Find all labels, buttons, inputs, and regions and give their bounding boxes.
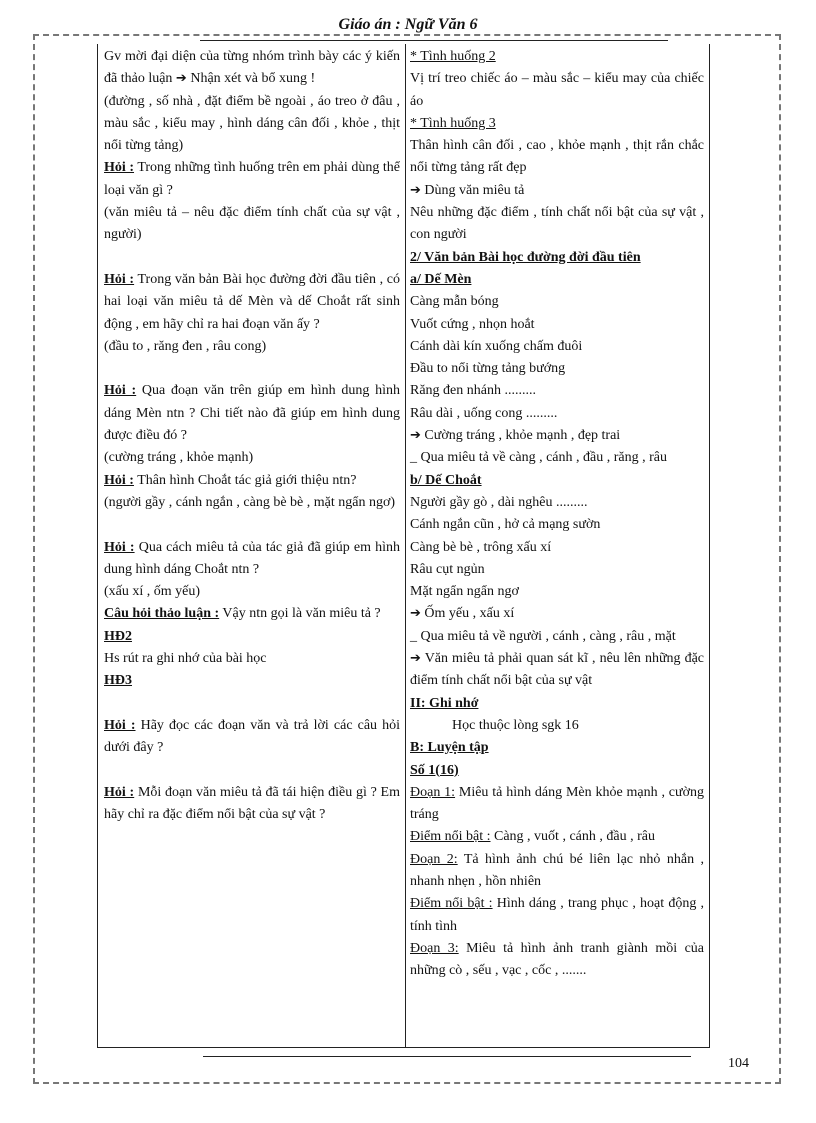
choat-summary: ➔ Ốm yếu , xấu xí — [410, 606, 515, 622]
question-3: Hỏi : Qua đoạn văn trên giúp em hình dung hình dáng Mèn ntn ? Chi tiết nào đã giúp em hình dung được điều đó ? — [104, 383, 400, 444]
answer-4: (người gầy , cánh ngắn , càng bè bè , mặt ngẩn ngơ) — [104, 494, 396, 510]
passage-1: Đoạn 1: Miêu tả hình dáng Mèn khỏe mạnh , cường tráng — [410, 784, 704, 823]
situation-2-heading: * Tình huống 2 — [410, 49, 496, 64]
situation-2-text: Vị trí treo chiếc áo – màu sắc – kiểu may của chiếc áo — [410, 71, 704, 109]
section-b-heading: b/ Dế Choắt — [410, 472, 482, 488]
discussion-question: Câu hỏi thảo luận : Vậy ntn gọi là văn miêu tả ? — [104, 606, 381, 622]
men-description: _ Qua miêu tả về càng , cánh , đầu , răng , râu — [410, 450, 667, 466]
choat-detail: Mặt ngẩn ngẩn ngơ — [410, 584, 519, 600]
activity-2-text: Hs rút ra ghi nhớ của bài học — [104, 651, 267, 667]
right-arrow-icon: ➔ — [410, 182, 421, 198]
footer-rule — [203, 1056, 691, 1057]
conclusion-line: ➔ Dùng văn miêu tả — [410, 182, 525, 198]
men-detail: Đầu to nổi từng tảng bướng — [410, 361, 566, 377]
passage-3: Đoạn 3: Miêu tả hình ảnh tranh giành mồi của những cò , sếu , vạc , cốc , ....... — [410, 940, 704, 979]
answer-1: (văn miêu tả – nêu đặc điểm tính chất của sự vật , người) — [104, 205, 400, 243]
question-2: Hỏi : Trong văn bản Bài học đường đời đầu tiên , có hai loại văn miêu tả dế Mèn và dế Choắt rất sinh động , em hãy chỉ ra hai đoạn văn ấy ? — [104, 271, 400, 332]
memo-heading: II: Ghi nhớ — [410, 695, 479, 711]
passage-2: Đoạn 2: Tả hình ảnh chú bé liên lạc nhỏ nhắn , nhanh nhẹn , hồn nhiên — [410, 851, 705, 889]
activity-2-heading: HĐ2 — [104, 628, 132, 644]
column-divider — [405, 44, 406, 1048]
page-header: Giáo án : Ngữ Văn 6 — [338, 16, 478, 33]
highlight-1: Điểm nổi bật : Càng , vuốt , cánh , đầu , râu — [410, 829, 655, 845]
choat-detail: Càng bè bè , trông xấu xí — [410, 539, 552, 555]
conclusion-note: ➔ Văn miêu tả phải quan sát kĩ , nêu lên những đặc điểm tính chất nổi bật của sự vật — [410, 651, 705, 689]
left-column — [104, 46, 400, 826]
right-column — [410, 46, 704, 982]
question-8: Hỏi : Mỗi đoạn văn miêu tả đã tái hiện điều gì ? Em hãy chỉ ra đặc điểm nổi bật của sự vật ? — [104, 784, 400, 823]
conclusion-text: Nêu những đặc điểm , tính chất nổi bật của sự vật , con người — [410, 205, 704, 243]
right-arrow-icon: ➔ — [410, 606, 421, 622]
choat-detail: Người gầy gò , dài nghêu ......... — [410, 494, 588, 510]
situation-3-text: Thân hình cân đối , cao , khỏe mạnh , thịt rắn chắc nổi từng tảng rất đẹp — [410, 138, 704, 176]
question-4: Hỏi : Thân hình Choắt tác giả giới thiệu ntn? — [104, 472, 357, 488]
highlight-2: Điểm nổi bật : Hình dáng , trang phục , hoạt động , tính tình — [410, 896, 704, 934]
choat-description: _ Qua miêu tả về người , cánh , càng , râu , mặt — [410, 628, 676, 644]
right-arrow-icon: ➔ — [175, 71, 187, 87]
practice-heading: B: Luyện tập — [410, 740, 489, 756]
answer-3: (cường tráng , khỏe mạnh) — [104, 450, 254, 466]
situation-3-heading: * Tình huống 3 — [410, 115, 496, 131]
men-summary: ➔ Cường tráng , khỏe mạnh , đẹp trai — [410, 428, 621, 444]
question-1: Hỏi : Trong những tình huống trên em phải dùng thể loại văn gì ? — [104, 160, 400, 198]
choat-detail: Cánh ngắn cũn , hở cả mạng sườn — [410, 517, 601, 533]
answer-5: (xấu xí , ốm yếu) — [104, 584, 201, 600]
men-detail: Cánh dài kín xuống chấm đuôi — [410, 338, 583, 354]
answer-2: (đầu to , răng đen , râu cong) — [104, 338, 267, 354]
question-7: Hỏi : Hãy đọc các đoạn văn và trả lời các câu hỏi dưới đây ? — [104, 717, 400, 756]
answer-text: (đường , số nhà , đặt điểm bề ngoài , áo treo ở đâu , màu sắc , kiểu may , hình dáng cân đối , khỏe , thịt nổi từng tảng) — [104, 93, 400, 154]
men-detail: Răng đen nhánh ......... — [410, 383, 536, 399]
choat-detail: Râu cụt ngủn — [410, 561, 485, 577]
right-arrow-icon: ➔ — [410, 428, 421, 444]
men-detail: Râu dài , uống cong ......... — [410, 405, 558, 421]
section-2-heading: 2/ Văn bản Bài học đường đời đầu tiên — [410, 249, 641, 265]
men-detail: Càng mẫn bóng — [410, 294, 499, 310]
activity-3-heading: HĐ3 — [104, 673, 132, 689]
memo-text: Học thuộc lòng sgk 16 — [452, 717, 579, 733]
page-number: 104 — [728, 1056, 749, 1071]
exercise-heading: Số 1(16) — [410, 762, 459, 778]
section-a-heading: a/ Dế Mèn — [410, 271, 472, 287]
teacher-instruction: Gv mời đại diện của từng nhóm trình bày các ý kiến đã thảo luận ➔ Nhận xét và bổ xung ! — [104, 49, 400, 87]
question-5: Hỏi : Qua cách miêu tả của tác giả đã giúp em hình dung hình dáng Choắt ntn ? — [104, 539, 400, 577]
right-arrow-icon: ➔ — [410, 651, 421, 667]
men-detail: Vuốt cứng , nhọn hoắt — [410, 316, 535, 332]
